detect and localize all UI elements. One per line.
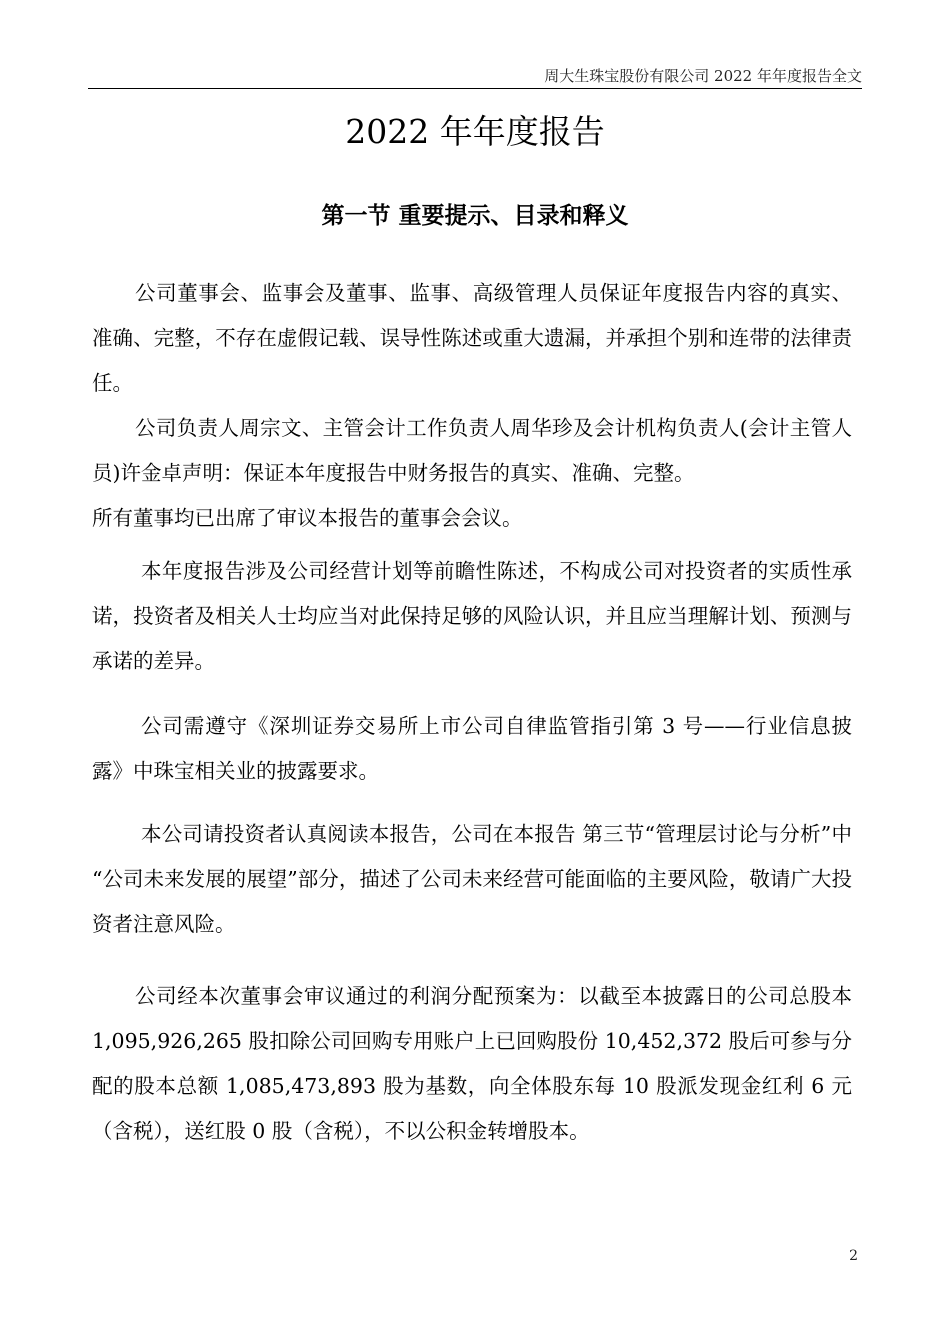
paragraph-forward-looking-statement: 本年度报告涉及公司经营计划等前瞻性陈述，不构成公司对投资者的实质性承诺，投资者及相关人士均应当对此保持足够的风险认识，并且应当理解计划、预测与承诺的差异。 bbox=[92, 559, 852, 673]
section-title: 第一节 重要提示、目录和释义 bbox=[321, 202, 629, 229]
running-header: 周大生珠宝股份有限公司 2022 年年度报告全文 bbox=[544, 67, 862, 85]
paragraph-disclosure-requirement: 公司需遵守《深圳证券交易所上市公司自律监管指引第 3 号——行业信息披露》中珠宝相关业的披露要求。 bbox=[92, 714, 852, 783]
paragraph-responsibility-statement: 公司董事会、监事会及董事、监事、高级管理人员保证年度报告内容的真实、准确、完整，不存在虚假记载、误导性陈述或重大遗漏，并承担个别和连带的法律责任。 bbox=[92, 281, 852, 395]
paragraph-management-declaration: 公司负责人周宗文、主管会计工作负责人周华珍及会计机构负责人(会计主管人员)许金卓声明：保证本年度报告中财务报告的真实、准确、完整。 bbox=[92, 416, 852, 485]
page-number: 2 bbox=[849, 1248, 858, 1264]
document-title: 2022 年年度报告 bbox=[345, 112, 605, 151]
header-divider bbox=[88, 88, 862, 89]
paragraph-profit-distribution: 公司经本次董事会审议通过的利润分配预案为：以截至本披露日的公司总股本 1,095,926,265 股扣除公司回购专用账户上已回购股份 10,452,372 股后可参与分配的股本总额 1,085,473,893 股为基数，向全体股东每 10 股派发现金红利 6 元（含税），送红股 0 股（含税），不以公积金转增股本。 bbox=[92, 984, 852, 1143]
paragraph-risk-notice: 本公司请投资者认真阅读本报告，公司在本报告 第三节“管理层讨论与分析”中 “公司未来发展的展望”部分，描述了公司未来经营可能面临的主要风险，敬请广大投资者注意风险。 bbox=[92, 822, 852, 936]
paragraph-board-attendance: 所有董事均已出席了审议本报告的董事会会议。 bbox=[92, 506, 523, 530]
